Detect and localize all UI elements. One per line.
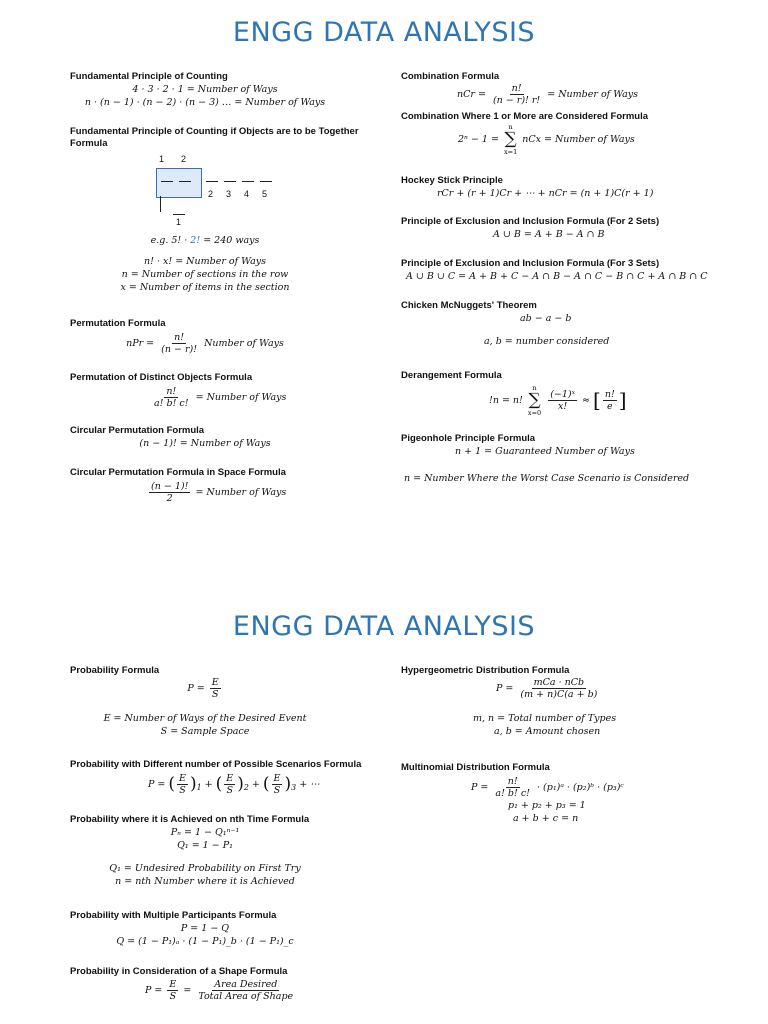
section-probability bbox=[70, 665, 340, 738]
section-circular bbox=[70, 425, 340, 450]
denominator: S bbox=[179, 785, 186, 796]
section-fundamental-counting bbox=[70, 71, 380, 109]
example-equation bbox=[70, 234, 340, 247]
heading: Hockey Stick Principle bbox=[401, 175, 503, 186]
summation bbox=[504, 123, 517, 156]
section-probability-multiple bbox=[70, 910, 340, 948]
lhs: P = bbox=[471, 782, 489, 793]
rhs: Number of Ways bbox=[204, 338, 284, 349]
grouped-box bbox=[156, 168, 202, 198]
rhs: = Number of Ways bbox=[547, 89, 639, 100]
heading: Probability where it is Achieved on nth Time Formula bbox=[70, 814, 310, 825]
page-title: ENGG DATA ANALYSIS bbox=[232, 17, 536, 48]
heading: Probability in Consideration of a Shape Formula bbox=[70, 966, 288, 977]
group-underline bbox=[173, 214, 185, 215]
heading: Principle of Exclusion and Inclusion Formula (For 3 Sets) bbox=[401, 258, 660, 269]
example-suffix: = 240 ways bbox=[200, 235, 260, 246]
paren-icon: ) bbox=[189, 774, 197, 794]
heading: Fundamental Principle of Counting bbox=[70, 71, 228, 82]
numerator: mCa · nCb bbox=[533, 677, 585, 688]
denominator: a! b! c! bbox=[495, 788, 530, 799]
numerator: n! bbox=[174, 332, 185, 343]
denominator: (n − r)! bbox=[161, 344, 198, 355]
equation: (n − 1)! = Number of Ways bbox=[139, 438, 271, 449]
fraction bbox=[491, 83, 542, 106]
numerator: (−1)ˣ bbox=[550, 389, 575, 400]
heading: Combination Where 1 or More are Considered Formula bbox=[401, 111, 649, 122]
equation: a, b = number considered bbox=[484, 336, 610, 347]
section-hockey-stick bbox=[401, 175, 701, 200]
numerator: n! bbox=[604, 389, 615, 400]
equation: P = $\frac{E}{S}$ = $\frac{\text{Area Desired}}{\text{Total Area of Shape}}$ bbox=[145, 979, 294, 1002]
section-mcnuggets bbox=[401, 300, 701, 348]
denominator: e bbox=[606, 401, 613, 412]
fraction bbox=[224, 773, 235, 796]
equation: a + b + c = n bbox=[513, 813, 579, 824]
section-pigeonhole bbox=[401, 433, 721, 485]
sum-upper: n bbox=[508, 123, 513, 131]
equation: ab − a − b bbox=[520, 313, 572, 324]
numerator: n! bbox=[507, 776, 518, 787]
paren-icon: ( bbox=[215, 774, 223, 794]
numerator: E bbox=[179, 773, 186, 784]
page-title: ENGG DATA ANALYSIS bbox=[232, 611, 536, 642]
section-multinomial bbox=[401, 762, 721, 825]
equation bbox=[70, 481, 340, 504]
sketch-label: 2 bbox=[181, 154, 187, 164]
numerator: Area Desired bbox=[214, 979, 278, 990]
fraction bbox=[196, 979, 295, 1002]
section-combination-one bbox=[401, 111, 701, 156]
sigma-icon: ∑ bbox=[504, 129, 517, 149]
equation: A ∪ B ∪ C = A + B + C − A ∩ B − A ∩ C − B ∩ C + A ∩ B ∩ C bbox=[406, 271, 708, 282]
section-pie-2sets bbox=[401, 216, 701, 241]
section-derangement bbox=[401, 370, 701, 417]
subscript: 1 bbox=[196, 782, 202, 792]
heading: Chicken McNuggets' Theorem bbox=[401, 300, 537, 311]
denominator: S bbox=[226, 785, 234, 796]
equation: n = Number Where the Worst Case Scenario is Considered bbox=[404, 473, 690, 484]
equation: m, n = Total number of Types bbox=[473, 713, 617, 724]
sum-lower: x=0 bbox=[527, 409, 542, 417]
numerator: n! bbox=[511, 83, 522, 94]
heading: Circular Permutation Formula bbox=[70, 425, 205, 436]
heading: Multinomial Distribution Formula bbox=[401, 762, 550, 773]
denominator: (m + n)C(a + b) bbox=[520, 689, 598, 700]
heading: Hypergeometric Distribution Formula bbox=[401, 665, 570, 676]
fraction bbox=[493, 776, 532, 799]
equation: E = Number of Ways of the Desired Event bbox=[103, 713, 307, 724]
numerator: (n − 1)! bbox=[151, 481, 189, 492]
denominator: S bbox=[211, 689, 219, 700]
section-permutation bbox=[70, 318, 340, 355]
lhs: P = bbox=[145, 985, 163, 996]
section-probability-shape bbox=[70, 966, 340, 1002]
equation: A ∪ B = A + B − A ∩ B bbox=[493, 229, 605, 240]
fraction bbox=[177, 773, 188, 796]
equation bbox=[70, 386, 340, 409]
equation: Pₙ = 1 − Q₁ⁿ⁻¹ bbox=[170, 827, 240, 838]
fraction bbox=[603, 389, 617, 412]
example-prefix: e.g. 5! · bbox=[150, 235, 191, 246]
lhs: nCr = bbox=[457, 89, 486, 100]
sketch-label: 1 bbox=[176, 217, 182, 227]
denominator: (n − r)! r! bbox=[492, 95, 541, 106]
equation: P = 1 − Q bbox=[180, 923, 230, 934]
section-circular-space bbox=[70, 467, 340, 504]
fraction bbox=[272, 773, 283, 796]
section-hypergeometric bbox=[401, 665, 701, 738]
heading: Probability with Different number of Possible Scenarios Formula bbox=[70, 759, 362, 770]
slot-dash bbox=[242, 181, 254, 182]
rhs: = Number of Ways bbox=[195, 392, 287, 403]
denominator: x! bbox=[557, 401, 568, 412]
equation: S = Sample Space bbox=[160, 726, 250, 737]
bracket-left-icon: [ bbox=[593, 388, 601, 412]
counting-sketch bbox=[152, 154, 282, 230]
equation bbox=[70, 332, 340, 355]
numerator: n! bbox=[166, 386, 177, 397]
sigma-icon: ∑ bbox=[528, 390, 541, 410]
heading: Combination Formula bbox=[401, 71, 500, 82]
slot-dash bbox=[260, 181, 272, 182]
section-permutation-distinct bbox=[70, 372, 340, 409]
fraction bbox=[548, 389, 577, 412]
sketch-label: 4 bbox=[244, 189, 250, 199]
numerator: E bbox=[273, 773, 281, 784]
paren-icon: ( bbox=[262, 774, 270, 794]
paren-icon: ( bbox=[168, 774, 176, 794]
equation: n + 1 = Guaranteed Number of Ways bbox=[455, 446, 635, 457]
subscript: 3 bbox=[291, 782, 297, 792]
section-counting-together-eqs bbox=[70, 234, 340, 294]
equation: Q₁ = 1 − P₁ bbox=[177, 840, 233, 851]
fraction bbox=[159, 332, 199, 355]
slot-dash bbox=[224, 181, 236, 182]
equation: a, b = Amount chosen bbox=[494, 726, 601, 737]
numerator: E bbox=[169, 979, 177, 990]
slot-dash bbox=[179, 181, 191, 182]
equation: n = nth Number where it is Achieved bbox=[115, 876, 295, 887]
denominator: a! b! c! bbox=[154, 398, 189, 409]
rhs: nCx = Number of Ways bbox=[522, 134, 635, 145]
equation: Q = (1 − P₁)ₐ · (1 − P₁)_b · (1 − P₁)_c bbox=[116, 936, 294, 947]
equation: x = Number of items in the section bbox=[120, 282, 290, 293]
denominator: S bbox=[169, 991, 177, 1002]
denominator: Total Area of Shape bbox=[198, 991, 294, 1002]
heading: Derangement Formula bbox=[401, 370, 502, 381]
bracket-right-icon: ] bbox=[618, 388, 627, 412]
section-pie-3sets bbox=[401, 258, 721, 283]
heading: Permutation of Distinct Objects Formula bbox=[70, 372, 253, 383]
sketch-label: 3 bbox=[226, 189, 232, 199]
equation: n = Number of sections in the row bbox=[121, 269, 289, 280]
equation bbox=[401, 677, 701, 700]
lhs: nPr = bbox=[126, 338, 155, 349]
heading: Principle of Exclusion and Inclusion Formula (For 2 Sets) bbox=[401, 216, 660, 227]
equation bbox=[70, 677, 340, 700]
sketch-label: 1 bbox=[159, 154, 165, 164]
sketch-label: 5 bbox=[262, 189, 268, 199]
section-probability-nth bbox=[70, 814, 340, 888]
equation: p₁ + p₂ + p₃ = 1 bbox=[508, 800, 586, 811]
group-pointer bbox=[160, 196, 161, 212]
section-probability-different bbox=[70, 759, 370, 796]
equation bbox=[401, 384, 701, 417]
equation bbox=[401, 123, 701, 156]
denominator: 2 bbox=[166, 493, 173, 504]
approx-sign: ≈ bbox=[582, 395, 590, 406]
heading: Probability with Multiple Participants Formula bbox=[70, 910, 277, 921]
equation bbox=[401, 776, 721, 799]
example-highlight: 2! bbox=[190, 235, 201, 246]
lhs: P = bbox=[496, 683, 514, 694]
slot-dash bbox=[206, 181, 218, 182]
rhs: · (p₁)ᵃ · (p₂)ᵇ · (p₃)ᶜ bbox=[537, 782, 624, 793]
equation: rCr + (r + 1)Cr + ⋯ + nCr = (n + 1)C(r + 1) bbox=[437, 188, 654, 199]
lhs: P = bbox=[148, 779, 166, 790]
sum-upper: n bbox=[532, 384, 537, 392]
paren-icon: ) bbox=[237, 774, 244, 794]
lhs: P = bbox=[187, 683, 205, 694]
equation: n · (n − 1) · (n − 2) · (n − 3) … = Number of Ways bbox=[84, 97, 326, 108]
lhs: 2ⁿ − 1 = bbox=[458, 134, 499, 145]
paren-icon: ) bbox=[284, 774, 292, 794]
fraction bbox=[210, 677, 221, 700]
fraction bbox=[149, 481, 190, 504]
subscript: 2 bbox=[243, 782, 249, 792]
tail: + ⋯ bbox=[299, 779, 320, 790]
rhs: = Number of Ways bbox=[195, 487, 287, 498]
heading: Pigeonhole Principle Formula bbox=[401, 433, 536, 444]
section-combination bbox=[401, 71, 701, 106]
fraction bbox=[167, 979, 178, 1002]
fraction bbox=[518, 677, 599, 700]
numerator: E bbox=[226, 773, 234, 784]
sketch-label: 2 bbox=[208, 189, 214, 199]
heading: Circular Permutation Formula in Space Formula bbox=[70, 467, 286, 478]
section-counting-together bbox=[70, 126, 370, 150]
equation: 4 · 3 · 2 · 1 = Number of Ways bbox=[132, 84, 278, 95]
numerator: E bbox=[211, 677, 219, 688]
summation bbox=[528, 384, 541, 417]
sum-lower: x=1 bbox=[503, 148, 518, 156]
equation: Q₁ = Undesired Probability on First Try bbox=[109, 863, 301, 874]
heading: Probability Formula bbox=[70, 665, 160, 676]
fraction bbox=[152, 386, 191, 409]
lhs: !n = n! bbox=[489, 395, 523, 406]
slot-dash bbox=[161, 181, 173, 182]
equation bbox=[401, 83, 701, 106]
denominator: S bbox=[273, 785, 281, 796]
heading: Fundamental Principle of Counting if Objects are to be Together Formula bbox=[70, 126, 359, 149]
heading: Permutation Formula bbox=[70, 318, 166, 329]
equation: P = ( $\frac{E}{S}$ )$_1$ + ( $\frac{E}{S}$ )$_2$ + ( $\frac{E}{S}$ )$_3$ + ⋯ bbox=[148, 773, 320, 796]
equation: n! · x! = Number of Ways bbox=[144, 256, 266, 267]
